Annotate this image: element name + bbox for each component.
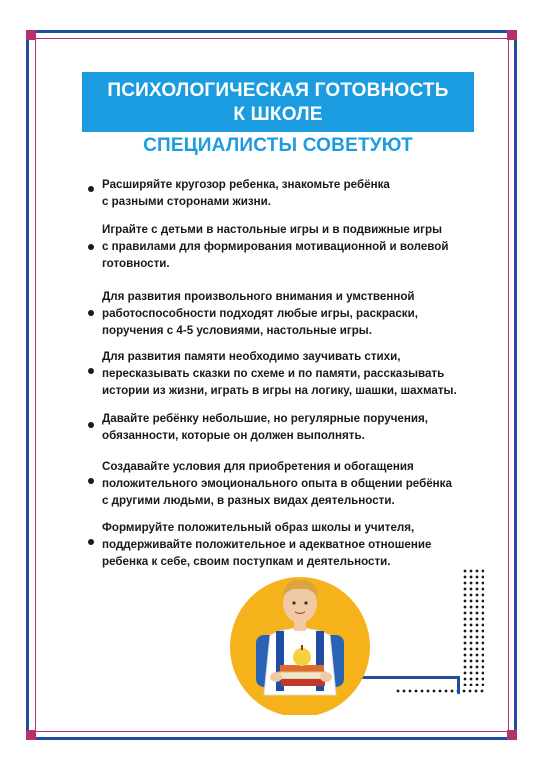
schoolboy-with-books-illustration [220,565,380,715]
corner-decoration [507,730,517,740]
tip-line: поручения с 4-5 условиями, настольные игры. [102,324,372,337]
tip-line: обязанности, которые он должен выполнять. [102,429,365,442]
tip-line: Для развития произвольного внимания и умственной [102,290,415,303]
corner-decoration [507,30,517,40]
tip-line: с правилами для формирования мотивационной и волевой [102,240,449,253]
tip-line: пересказывать сказки по схеме и по памяти, рассказывать [102,367,445,380]
tip-line: Создавайте условия для приобретения и обогащения [102,460,414,473]
tip-line: готовности. [102,257,170,270]
tip-line: положительного эмоционального опыта в общении ребёнка [102,477,452,490]
tip-item [86,176,390,210]
tip-line: Играйте с детьми в настольные игры и в подвижные игры [102,223,442,236]
tip-item [86,519,431,570]
bullet-icon [88,368,94,374]
page-title-line2: К ШКОЛЕ [233,104,323,125]
page-title-line1: ПСИХОЛОГИЧЕСКАЯ ГОТОВНОСТЬ [107,80,449,101]
tip-line: с разными сторонами жизни. [102,195,271,208]
bullet-icon [88,310,94,316]
bullet-icon [88,186,94,192]
page-subtitle: СПЕЦИАЛИСТЫ СОВЕТУЮТ [143,135,413,156]
tip-line: Расширяйте кругозор ребенка, знакомьте ребёнка [102,178,390,191]
bullet-icon [88,539,94,545]
tip-item [86,221,449,272]
tip-line: истории из жизни, играть в игры на логику, шашки, шахматы. [102,384,457,397]
tip-line: Формируйте положительный образ школы и учителя, [102,521,415,534]
title-banner [82,72,474,132]
tip-line: работоспособности подходят любые игры, раскраски, [102,307,418,320]
tip-item [86,458,452,509]
tip-line: поддерживайте положительное и адекватное отношение [102,538,432,551]
corner-decoration [26,730,36,740]
tip-item [86,348,457,399]
tip-item [86,410,428,444]
corner-decoration [26,30,36,40]
bullet-icon [88,478,94,484]
bullet-icon [88,244,94,250]
tip-line: Для развития памяти необходимо заучивать стихи, [102,350,401,363]
tip-line: ребенка к себе, своим поступкам и деятельности. [102,555,391,568]
tip-line: с другими людьми, в разных видах деятельности. [102,494,395,507]
tip-line: Давайте ребёнку небольшие, но регулярные поручения, [102,412,428,425]
tip-item [86,288,418,339]
bullet-icon [88,422,94,428]
dot-pattern-decoration [462,568,484,686]
